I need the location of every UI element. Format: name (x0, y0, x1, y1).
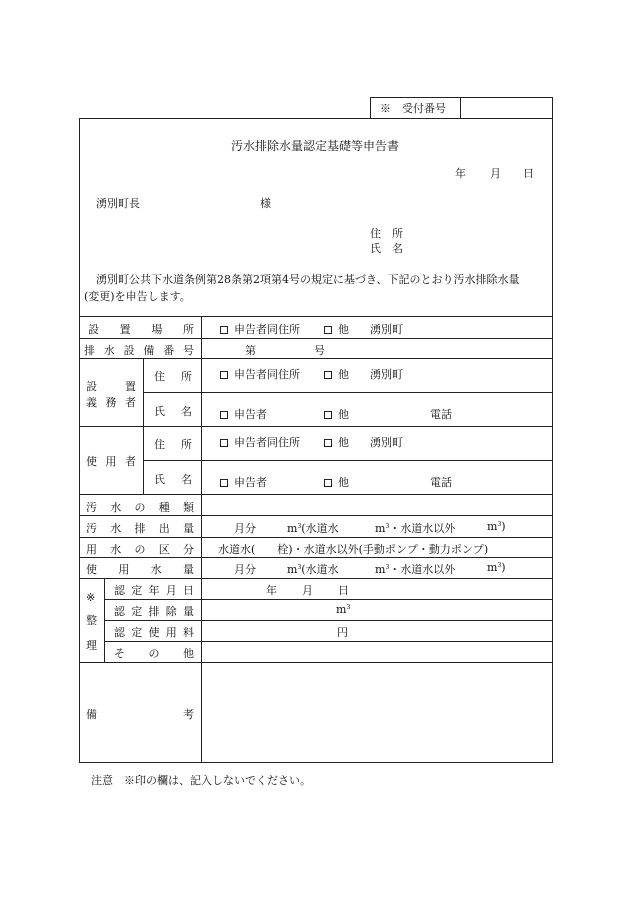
equipment-dai: 第 (245, 344, 256, 357)
date-month: 月 (490, 167, 501, 180)
form-title: 汚水排除水量認定基礎等申告書 (230, 139, 399, 153)
water-class-label: 用 水 の 区 分 (86, 543, 194, 556)
location-cell[interactable] (220, 321, 300, 337)
obligor-label-2: 義 務 者 (86, 396, 136, 409)
approval-date-label: 認 定 年 月 日 (114, 584, 194, 597)
addressee-name: 湧別町長 (96, 197, 140, 210)
user-label: 使 用 者 (86, 455, 136, 468)
user-same-address-checkbox[interactable] (220, 439, 228, 447)
usage-unit-1: $m^3$(水道水 (287, 563, 339, 576)
applicant-address-label: 住 所 (370, 227, 403, 240)
remarks-field[interactable] (206, 667, 546, 757)
town-label: 湧別町 (370, 323, 403, 336)
obligor-label-1: 設 置 (86, 380, 136, 393)
discharge-unit-2: $m^3$・水道水以外 (375, 522, 456, 535)
other-label: 他 (338, 323, 349, 336)
statement-line-1: 湧別町公共下水道条例第28条第2項第4号の規定に基づき、下記のとおり汚水排除水量 (96, 273, 520, 286)
obligor-phone-label: 電話 (430, 408, 452, 421)
approval-date-month: 月 (302, 584, 313, 597)
sewage-type-label: 汚 水 の 種 類 (86, 501, 194, 514)
obligor-applicant-label: 申告者 (234, 408, 267, 421)
other-checkbox[interactable] (324, 326, 332, 334)
discharge-monthly: 月分 (234, 522, 256, 535)
user-phone-label: 電話 (430, 476, 452, 489)
admin-label-2: 理 (86, 639, 97, 652)
user-town-label: 湧別町 (370, 436, 403, 449)
user-other-name-label: 他 (338, 476, 349, 489)
water-class-value: 水道水( 栓)・水道水以外(手動ポンプ・動力ポンプ) (218, 543, 489, 556)
applicant-name-label: 氏 名 (370, 242, 403, 255)
approval-date-day: 日 (338, 584, 349, 597)
user-applicant-checkbox[interactable] (220, 479, 228, 487)
admin-mark: ※ (86, 591, 96, 604)
approved-volume-unit: $m^3$ (336, 603, 351, 616)
date-year: 年 (455, 167, 466, 180)
statement-line-2: (変更)を申告します。 (84, 290, 191, 303)
user-name-label: 氏 名 (154, 473, 192, 486)
obligor-other-name-label: 他 (338, 408, 349, 421)
equipment-go: 号 (314, 344, 325, 357)
same-address-label: 申告者同住所 (234, 323, 300, 336)
admin-label-1: 整 (86, 614, 97, 627)
approved-volume-label: 認 定 排 除 量 (114, 605, 194, 618)
obligor-address-label: 住 所 (154, 370, 192, 383)
usage-label: 使 用 水 量 (86, 563, 194, 576)
discharge-unit-1: $m^3$(水道水 (287, 522, 339, 535)
usage-unit-3: $m^3$) (487, 561, 506, 574)
discharge-label: 汚 水 排 出 量 (86, 522, 194, 535)
approval-date-year: 年 (266, 584, 277, 597)
obligor-same-address-label: 申告者同住所 (234, 368, 300, 381)
footer-note: 注意 ※印の欄は、記入しないでください。 (91, 774, 311, 787)
obligor-town-label: 湧別町 (370, 368, 403, 381)
remarks-label: 備 考 (86, 708, 194, 721)
location-label: 設 置 場 所 (88, 323, 194, 336)
obligor-other-address-checkbox[interactable] (324, 371, 332, 379)
user-other-address-checkbox[interactable] (324, 439, 332, 447)
user-same-address-label: 申告者同住所 (234, 436, 300, 449)
usage-monthly: 月分 (234, 563, 256, 576)
obligor-same-address-checkbox[interactable] (220, 371, 228, 379)
addressee-honorific: 様 (260, 197, 271, 210)
obligor-applicant-checkbox[interactable] (220, 411, 228, 419)
receipt-number-field[interactable] (466, 100, 546, 114)
approved-fee-unit: 円 (337, 626, 348, 639)
obligor-name-label: 氏 名 (154, 405, 192, 418)
discharge-unit-3: $m^3$) (487, 520, 506, 533)
receipt-number-label: ※ 受付番号 (380, 102, 446, 115)
obligor-other-name-checkbox[interactable] (324, 411, 332, 419)
obligor-other-address-label: 他 (338, 368, 349, 381)
user-other-name-checkbox[interactable] (324, 479, 332, 487)
same-address-checkbox[interactable] (220, 326, 228, 334)
admin-other-label: そ の 他 (114, 647, 194, 660)
equipment-number-label: 排 水 設 備 番 号 (84, 344, 194, 357)
sewage-type-field[interactable] (210, 499, 545, 513)
user-address-label: 住 所 (154, 438, 192, 451)
date-day: 日 (523, 167, 534, 180)
user-other-address-label: 他 (338, 436, 349, 449)
approved-fee-label: 認 定 使 用 料 (114, 626, 194, 639)
user-applicant-label: 申告者 (234, 476, 267, 489)
usage-unit-2: $m^3$・水道水以外 (375, 563, 456, 576)
